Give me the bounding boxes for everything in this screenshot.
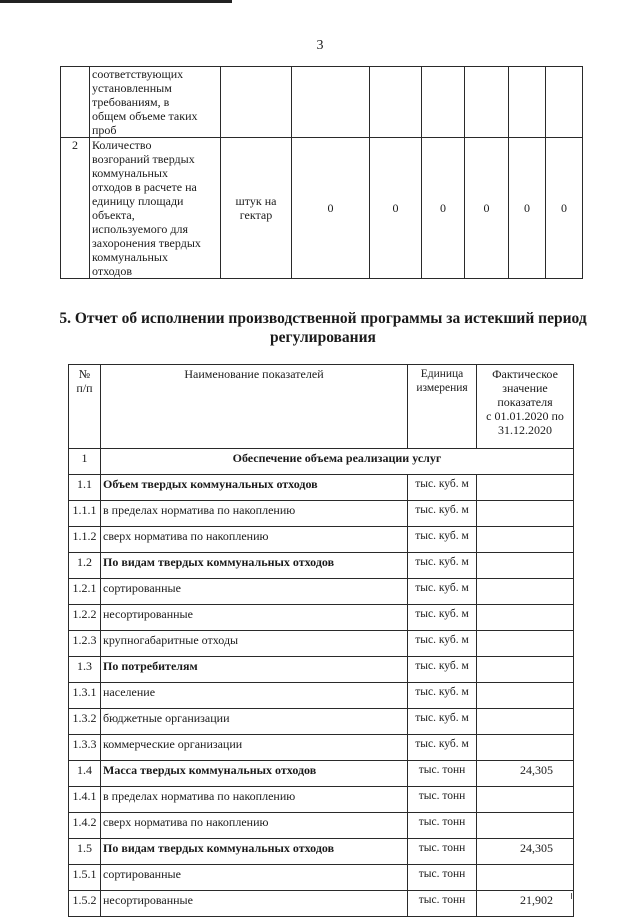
scan-edge-mark — [571, 893, 572, 899]
value-cell — [292, 67, 370, 138]
cell-line: № — [78, 367, 91, 381]
value-cell — [477, 787, 574, 813]
cell-line: общем объеме таких — [92, 109, 198, 123]
indicator-name: Масса твердых коммунальных отходов — [101, 761, 408, 787]
indicator-name: сортированные — [101, 865, 408, 891]
cell-line: п/п — [76, 381, 93, 395]
cell-line: 31.12.2020 — [498, 423, 552, 437]
section-name: Обеспечение объема реализации услуг — [101, 449, 574, 475]
unit-cell: тыс. куб. м — [408, 631, 477, 657]
unit-cell: тыс. куб. м — [408, 709, 477, 735]
table-header-row — [69, 365, 574, 449]
unit-cell: тыс. куб. м — [408, 657, 477, 683]
cell-line: коммунальных — [92, 250, 168, 264]
cell-line: соответствующих — [92, 67, 184, 81]
table-row — [69, 735, 574, 761]
cell-line: с 01.01.2020 по — [486, 409, 564, 423]
unit-cell: тыс. куб. м — [408, 527, 477, 553]
table-row — [69, 527, 574, 553]
indicator-name: население — [101, 683, 408, 709]
value-cell — [370, 67, 422, 138]
value-cell: 0 — [292, 138, 370, 279]
row-number: 1.1.2 — [69, 527, 101, 553]
value-cell — [477, 605, 574, 631]
cell-line: единицу площади — [92, 194, 184, 208]
value-cell: 0 — [546, 138, 583, 279]
row-number: 1.2.3 — [69, 631, 101, 657]
cell-line: показателя — [497, 395, 553, 409]
value-cell: 0 — [509, 138, 546, 279]
value-cell — [477, 683, 574, 709]
indicator-name: крупногабаритные отходы — [101, 631, 408, 657]
scan-edge-mark — [0, 0, 232, 3]
indicator-name: в пределах норматива по накоплению — [101, 501, 408, 527]
indicator-name: коммерческие организации — [101, 735, 408, 761]
unit-cell: тыс. куб. м — [408, 475, 477, 501]
table-row — [61, 67, 583, 138]
unit-cell: тыс. тонн — [408, 813, 477, 839]
indicator-name: По потребителям — [101, 657, 408, 683]
cell-line: значение — [502, 381, 548, 395]
row-number: 1.3 — [69, 657, 101, 683]
value-cell — [477, 475, 574, 501]
value-cell: 21,902 — [477, 891, 574, 917]
unit-cell — [221, 138, 292, 279]
row-number: 1.4 — [69, 761, 101, 787]
header-value — [477, 365, 574, 449]
value-cell — [477, 865, 574, 891]
cell-line: Количество — [92, 138, 152, 152]
value-cell: 0 — [370, 138, 422, 279]
page-number: 3 — [316, 38, 324, 53]
table-row — [69, 579, 574, 605]
indicator-name: бюджетные организации — [101, 709, 408, 735]
table-row — [69, 839, 574, 865]
row-number: 1 — [69, 449, 101, 475]
value-cell — [546, 67, 583, 138]
unit-cell: тыс. куб. м — [408, 605, 477, 631]
indicator-name: сверх норматива по накоплению — [101, 813, 408, 839]
indicator-name: сверх норматива по накоплению — [101, 527, 408, 553]
cell-line: Единица — [420, 368, 464, 380]
cell-line: отходов — [92, 264, 133, 278]
indicator-name: несортированные — [101, 891, 408, 917]
cell-line: измерения — [416, 382, 468, 394]
unit-cell: тыс. куб. м — [408, 735, 477, 761]
indicator-name: Объем твердых коммунальных отходов — [101, 475, 408, 501]
indicator-name: сортированные — [101, 579, 408, 605]
value-cell — [477, 709, 574, 735]
indicator-name — [90, 138, 221, 279]
table-row — [69, 761, 574, 787]
value-cell — [477, 631, 574, 657]
unit-cell: тыс. тонн — [408, 839, 477, 865]
value-cell: 24,305 — [477, 761, 574, 787]
section-title-line2: регулирования — [270, 329, 376, 346]
indicators-table-continued — [60, 66, 583, 279]
section-row — [69, 449, 574, 475]
cell-line: отходов в расчете на — [92, 180, 197, 194]
value-cell: 0 — [422, 138, 465, 279]
cell-line: захоронения твердых — [92, 236, 201, 250]
header-unit — [408, 365, 477, 449]
cell-line: штук на — [235, 194, 277, 208]
table-row — [69, 709, 574, 735]
row-number: 1.3.3 — [69, 735, 101, 761]
row-number: 1.1 — [69, 475, 101, 501]
unit-cell: тыс. куб. м — [408, 683, 477, 709]
cell-line: проб — [92, 123, 117, 137]
row-number: 1.4.1 — [69, 787, 101, 813]
value-cell — [477, 501, 574, 527]
cell-line: гектар — [239, 208, 273, 222]
table-row — [69, 501, 574, 527]
table-row — [69, 787, 574, 813]
row-number: 1.3.2 — [69, 709, 101, 735]
cell-line: требованиям, в — [92, 95, 170, 109]
row-number: 2 — [61, 138, 90, 279]
row-number: 1.2.1 — [69, 579, 101, 605]
row-number: 1.5.1 — [69, 865, 101, 891]
value-cell — [465, 67, 509, 138]
cell-line: установленным — [92, 81, 172, 95]
unit-cell: тыс. куб. м — [408, 579, 477, 605]
row-number: 1.5 — [69, 839, 101, 865]
cell-line: коммунальных — [92, 166, 168, 180]
table-row — [69, 657, 574, 683]
indicator-name: несортированные — [101, 605, 408, 631]
production-program-report-table — [68, 364, 574, 917]
value-cell — [477, 735, 574, 761]
table-row — [69, 865, 574, 891]
row-number: 1.3.1 — [69, 683, 101, 709]
table-row — [69, 891, 574, 917]
table-row — [69, 605, 574, 631]
cell-line: объекта, — [92, 208, 135, 222]
unit-cell: тыс. куб. м — [408, 553, 477, 579]
indicator-name — [90, 67, 221, 138]
value-cell — [477, 579, 574, 605]
value-cell — [477, 553, 574, 579]
value-cell — [477, 527, 574, 553]
header-number — [69, 365, 101, 449]
unit-cell: тыс. куб. м — [408, 501, 477, 527]
row-number: 1.2.2 — [69, 605, 101, 631]
section-title-line1: 5. Отчет об исполнении производственной программы за истекший период — [59, 310, 587, 327]
table-row — [61, 138, 583, 279]
row-number: 1.5.2 — [69, 891, 101, 917]
table-row — [69, 553, 574, 579]
value-cell — [509, 67, 546, 138]
value-cell: 0 — [465, 138, 509, 279]
table-row — [69, 631, 574, 657]
cell-line: используемого для — [92, 222, 188, 236]
row-number — [61, 67, 90, 138]
indicator-name: в пределах норматива по накоплению — [101, 787, 408, 813]
value-cell: 24,305 — [477, 839, 574, 865]
value-cell — [477, 657, 574, 683]
row-number: 1.4.2 — [69, 813, 101, 839]
unit-cell: тыс. тонн — [408, 891, 477, 917]
unit-cell — [221, 67, 292, 138]
indicator-name: По видам твердых коммунальных отходов — [101, 553, 408, 579]
unit-cell: тыс. тонн — [408, 761, 477, 787]
table-row — [69, 813, 574, 839]
unit-cell: тыс. тонн — [408, 865, 477, 891]
value-cell — [477, 813, 574, 839]
header-name: Наименование показателей — [101, 365, 408, 449]
table-row — [69, 475, 574, 501]
unit-cell: тыс. тонн — [408, 787, 477, 813]
table-row — [69, 683, 574, 709]
row-number: 1.1.1 — [69, 501, 101, 527]
indicator-name: По видам твердых коммунальных отходов — [101, 839, 408, 865]
value-cell — [422, 67, 465, 138]
section-title — [58, 309, 588, 347]
cell-line: Фактическое — [492, 367, 558, 381]
row-number: 1.2 — [69, 553, 101, 579]
cell-line: возгораний твердых — [92, 152, 195, 166]
